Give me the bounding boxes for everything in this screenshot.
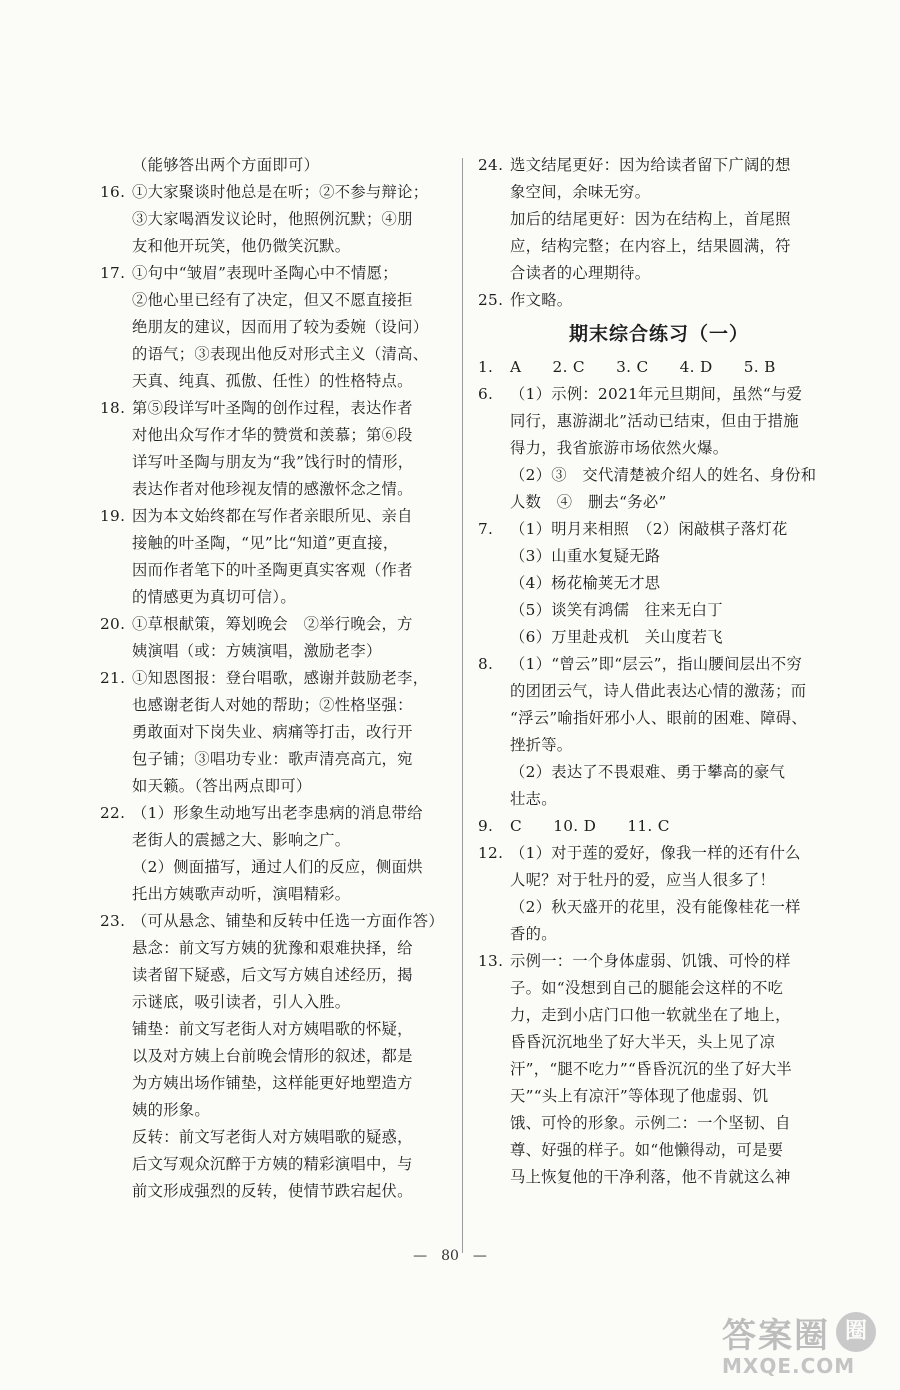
answer-line — [478, 260, 830, 287]
answer-line — [100, 530, 450, 557]
answer-text: 的团团云气，诗人借此表达心情的激荡；而 — [510, 682, 807, 700]
answer-line — [478, 233, 830, 260]
answer-text: 应，结构完整；在内容上，结果圆满，符 — [510, 237, 791, 255]
section-title: 期末综合练习（一） — [568, 323, 749, 345]
answer-text: ①草根献策，筹划晚会 ②举行晚会，方 — [132, 615, 413, 633]
answer-line — [100, 1070, 450, 1097]
answer-text: 接触的叶圣陶，“见”比“知道”更直接， — [132, 534, 399, 552]
answer-text: 悬念：前文写方姨的犹豫和艰难抉择，给 — [132, 939, 413, 957]
answer-line — [100, 395, 450, 422]
answer-line — [100, 503, 450, 530]
answer-text: ②他心里已经有了决定，但又不愿直接拒 — [132, 291, 413, 309]
answer-text: 同行，惠游湖北”活动已结束，但由于措施 — [510, 412, 799, 430]
answer-line — [100, 233, 450, 260]
answer-line — [478, 435, 830, 462]
answer-text: 反转：前文写老街人对方姨唱歌的疑惑， — [132, 1128, 413, 1146]
question-number: 24. — [478, 156, 504, 174]
answer-text: 因而作者笔下的叶圣陶更真实客观（作者 — [132, 561, 413, 579]
answer-text: 姨演唱（或：方姨演唱，激励老李） — [132, 642, 382, 660]
question-number: 8. — [478, 655, 494, 673]
answer-line — [478, 867, 830, 894]
answer-text: 勇敢面对下岗失业、病痛等打击，改行开 — [132, 723, 413, 741]
answer-line — [100, 935, 450, 962]
answer-text: （1）形象生动地写出老李患病的消息带给 — [132, 804, 423, 822]
answer-text: 对他出众写作才华的赞赏和羡慕；第⑥段 — [132, 426, 413, 444]
answer-line — [478, 1056, 830, 1083]
answer-line — [100, 638, 450, 665]
answer-text: 加后的结尾更好：因为在结构上，首尾照 — [510, 210, 791, 228]
answer-text: 包子铺；③唱功专业：歌声清亮高亢，宛 — [132, 750, 413, 768]
question-number: 12. — [478, 844, 504, 862]
answer-line — [478, 948, 830, 975]
answer-text: （2）表达了不畏艰难、勇于攀高的豪气 — [510, 763, 786, 781]
answer-text: ①知恩图报：登台唱歌，感谢并鼓励老李， — [132, 669, 429, 687]
answer-text: 昏昏沉沉地坐了好大半天，头上见了凉 — [510, 1033, 776, 1051]
answer-text: 老街人的震撼之大、影响之广。 — [132, 831, 351, 849]
answer-text: 汗”，“腿不吃力”“昏昏沉沉的坐了好大半 — [510, 1060, 793, 1078]
answer-text: （2）侧面描写，通过人们的反应，侧面烘 — [132, 858, 423, 876]
answer-line — [100, 314, 450, 341]
answer-line — [478, 597, 830, 624]
answer-text: 象空间，余味无穷。 — [510, 183, 651, 201]
answer-line — [100, 1124, 450, 1151]
answer-line — [100, 611, 450, 638]
answer-text: 第⑤段详写叶圣陶的创作过程，表达作者 — [132, 399, 413, 417]
answer-text: 子。如“没想到自己的腿能会这样的不吃 — [510, 979, 784, 997]
answer-text: （1）示例：2021年元旦期间，虽然“与爱 — [510, 385, 803, 403]
answer-line — [478, 1110, 830, 1137]
answer-line — [478, 678, 830, 705]
answer-text: 示谜底，吸引读者，引人入胜。 — [132, 993, 351, 1011]
question-number: 20. — [100, 615, 126, 633]
watermark-badge: 圈 — [836, 1312, 876, 1352]
answer-line — [100, 746, 450, 773]
answer-text: 天真、纯真、孤傲、任性）的性格特点。 — [132, 372, 413, 390]
answer-text: （1）“曾云”即“层云”，指山腰间层出不穷 — [510, 655, 803, 673]
answer-line — [478, 921, 830, 948]
answer-text: 后文写观众沉醉于方姨的精彩演唱中，与 — [132, 1155, 413, 1173]
answer-line — [100, 1016, 450, 1043]
answer-line — [100, 287, 450, 314]
answer-line — [100, 773, 450, 800]
watermark-text: 答案圈 — [722, 1316, 830, 1356]
answer-line — [100, 368, 450, 395]
answer-line — [100, 206, 450, 233]
answer-text: 友和他开玩笑，他仍微笑沉默。 — [132, 237, 351, 255]
question-number: 19. — [100, 507, 126, 525]
answer-line — [100, 908, 450, 935]
answer-line — [100, 827, 450, 854]
answer-line — [100, 341, 450, 368]
answer-line — [478, 462, 830, 489]
answer-text: （2）秋天盛开的花里，没有能像桂花一样 — [510, 898, 801, 916]
answer-line — [478, 705, 830, 732]
answer-text: 尊、好强的样子。如“他懒得动，可是要 — [510, 1141, 784, 1159]
answer-text: （3）山重水复疑无路 — [510, 547, 661, 565]
answer-text: 也感谢老街人对她的帮助；②性格坚强： — [132, 696, 413, 714]
answer-text: （5）谈笑有鸿儒 往来无白丁 — [510, 601, 723, 619]
question-number: 6. — [478, 385, 494, 403]
question-number: 9. — [478, 817, 494, 835]
answer-text: 绝朋友的建议，因而用了较为委婉（设问） — [132, 318, 429, 336]
question-number: 25. — [478, 291, 504, 309]
answer-line — [478, 840, 830, 867]
answer-line — [478, 651, 830, 678]
answer-line — [478, 1002, 830, 1029]
answer-text: 人呢？对于牡丹的爱，应当人很多了！ — [510, 871, 776, 889]
answer-line — [100, 881, 450, 908]
answer-line — [100, 1097, 450, 1124]
answer-line — [478, 786, 830, 813]
watermark-url: MXQE.COM — [722, 1354, 856, 1378]
answer-text: 香的。 — [510, 925, 557, 943]
answer-text: （可从悬念、铺垫和反转中任选一方面作答） — [132, 912, 444, 930]
answer-text: ①大家聚谈时他总是在听；②不参与辩论； — [132, 183, 429, 201]
answer-text: 详写叶圣陶与朋友为“我”饯行时的情形， — [132, 453, 414, 471]
answer-text: （能够答出两个方面即可） — [132, 156, 320, 174]
answer-text: “浮云”喻指奸邪小人、眼前的困难、障碍、 — [510, 709, 807, 727]
answer-text: 马上恢复他的干净利落，他不肯就这么神 — [510, 1168, 791, 1186]
answer-text: A 2. C 3. C 4. D 5. B — [510, 358, 776, 376]
answer-text: 得力，我省旅游市场依然火爆。 — [510, 439, 729, 457]
answer-line — [100, 665, 450, 692]
question-number: 13. — [478, 952, 504, 970]
answer-line — [100, 260, 450, 287]
answer-text: 力，走到小店门口他一软就坐在了地上， — [510, 1006, 791, 1024]
right-column — [478, 152, 830, 1191]
question-number: 22. — [100, 804, 126, 822]
answer-line — [100, 962, 450, 989]
answer-line — [478, 624, 830, 651]
question-number: 7. — [478, 520, 494, 538]
answer-text: 合读者的心理期待。 — [510, 264, 651, 282]
answer-line — [100, 854, 450, 881]
answer-text: C 10. D 11. C — [510, 817, 670, 835]
answer-line — [100, 1043, 450, 1070]
answer-line — [100, 476, 450, 503]
answer-text: 的语气；③表现出他反对形式主义（清高、 — [132, 345, 429, 363]
watermark-logo — [720, 1308, 895, 1388]
answer-line — [478, 489, 830, 516]
answer-line — [478, 1164, 830, 1191]
answer-line — [478, 381, 830, 408]
answer-line — [100, 557, 450, 584]
answer-text: 铺垫：前文写老街人对方姨唱歌的怀疑， — [132, 1020, 413, 1038]
answer-text: 天”“头上有凉汗”等体现了他虚弱、饥 — [510, 1087, 769, 1105]
answer-text: 的情感更为真切可信）。 — [132, 588, 296, 606]
answer-line — [100, 719, 450, 746]
answer-text: （6）万里赴戎机 关山度若飞 — [510, 628, 723, 646]
answer-text: 托出方姨歌声动听，演唱精彩。 — [132, 885, 351, 903]
answer-text: 示例一：一个身体虚弱、饥饿、可怜的样 — [510, 952, 791, 970]
answer-line — [478, 975, 830, 1002]
question-number: 1. — [478, 358, 494, 376]
answer-line — [100, 989, 450, 1016]
answer-line — [478, 1083, 830, 1110]
answer-text: 壮志。 — [510, 790, 557, 808]
answer-text: 作文略。 — [510, 291, 573, 309]
question-number: 23. — [100, 912, 126, 930]
answer-text: 因为本文始终都在写作者亲眼所见、亲自 — [132, 507, 413, 525]
answer-text: （1）对于莲的爱好，像我一样的还有什么 — [510, 844, 801, 862]
answer-text: 姨的形象。 — [132, 1101, 210, 1119]
answer-line — [478, 732, 830, 759]
answer-line — [478, 179, 830, 206]
answer-line — [100, 1151, 450, 1178]
question-number: 21. — [100, 669, 126, 687]
answer-text: ①句中“皱眉”表现叶圣陶心中不情愿； — [132, 264, 398, 282]
answer-text: 挫折等。 — [510, 736, 573, 754]
question-number: 16. — [100, 183, 126, 201]
answer-line — [478, 759, 830, 786]
answer-line — [478, 516, 830, 543]
answer-line — [478, 354, 830, 381]
answer-line — [478, 206, 830, 233]
answer-text: 饿、可怜的形象。示例二：一个坚韧、自 — [510, 1114, 791, 1132]
answer-line — [478, 1029, 830, 1056]
answer-line — [478, 570, 830, 597]
answer-line — [100, 692, 450, 719]
right-bottom-answers — [478, 354, 830, 1191]
answer-line — [100, 449, 450, 476]
column-divider — [462, 158, 463, 1253]
answer-line — [100, 422, 450, 449]
answer-line — [478, 894, 830, 921]
answer-line — [100, 179, 450, 206]
answer-line — [100, 1178, 450, 1205]
right-top-answers — [478, 152, 830, 314]
answer-text: ③大家喝酒发议论时，他照例沉默；④朋 — [132, 210, 413, 228]
answer-text: 选文结尾更好：因为给读者留下广阔的想 — [510, 156, 791, 174]
answer-text: 读者留下疑惑，后文写方姨自述经历，揭 — [132, 966, 413, 984]
answer-text: 如天籁。（答出两点即可） — [132, 777, 312, 795]
answer-line — [478, 152, 830, 179]
answer-text: （1）明月来相照 （2）闲敲棋子落灯花 — [510, 520, 788, 538]
page-number: — 80 — — [413, 1248, 487, 1264]
answer-line — [100, 152, 450, 179]
question-number: 18. — [100, 399, 126, 417]
answer-line — [478, 813, 830, 840]
answer-text: （4）杨花榆荚无才思 — [510, 574, 661, 592]
answer-line — [478, 287, 830, 314]
answer-text: 为方姨出场作铺垫，这样能更好地塑造方 — [132, 1074, 413, 1092]
answer-line — [100, 584, 450, 611]
answer-line — [478, 1137, 830, 1164]
answer-line — [478, 543, 830, 570]
answer-text: 人数 ④ 删去“务必” — [510, 493, 667, 511]
answer-text: （2）③ 交代清楚被介绍人的姓名、身份和 — [510, 466, 817, 484]
answer-text: 以及对方姨上台前晚会情形的叙述，都是 — [132, 1047, 413, 1065]
answer-text: 前文形成强烈的反转，使情节跌宕起伏。 — [132, 1182, 413, 1200]
question-number: 17. — [100, 264, 126, 282]
answer-line — [478, 408, 830, 435]
answer-text: 表达作者对他珍视友情的感激怀念之情。 — [132, 480, 413, 498]
answer-line — [100, 800, 450, 827]
left-column — [100, 152, 450, 1205]
